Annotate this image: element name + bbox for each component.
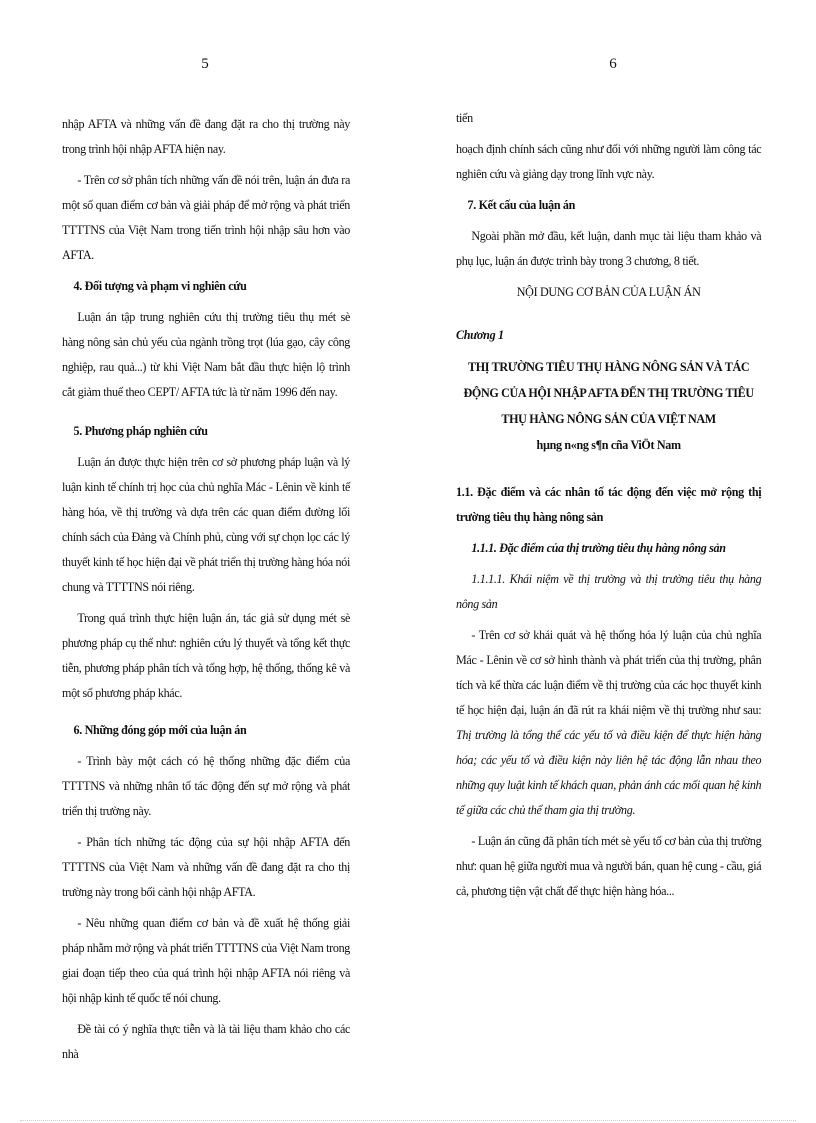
chapter-subtitle: hµng n«ng s¶n cña ViÖt Nam: [536, 438, 681, 452]
subsection-heading: 1.1.1. Đặc điểm của thị trường tiêu thụ hàng nông sản: [471, 541, 726, 555]
paragraph: - Luận án cũng đã phân tích mét sè yếu tố cơ bản của thị trường như: quan hệ giữa người mua và người bán, quan hệ cung - cầu, giá cả, phương tiện vật chất để thực hiện hàng hóa...: [456, 834, 762, 898]
paragraph: [456, 623, 761, 823]
section-heading: 1.1. Đặc điểm và các nhân tố tác động đến việc mở rộng thị trường tiêu thụ hàng nông sản: [456, 485, 762, 524]
paragraph: - Phân tích những tác động của sự hội nhập AFTA đến TTTTNS của Việt Nam và những vấn đề đang đặt ra cho thị trường này trong bối cảnh hội nhập AFTA.: [62, 835, 351, 899]
section-heading: 5. Phương pháp nghiên cứu: [73, 424, 208, 438]
section-heading: 6. Những đóng góp mới của luận án: [73, 723, 247, 737]
chapter-title: THỊ TRƯỜNG TIÊU THỤ HÀNG NÔNG SẢN VÀ TÁC ĐỘNG CỦA HỘI NHẬP AFTA ĐẾN THỊ TRƯỜNG TIÊU THỤ HÀNG NÔNG SẢN CỦA VIỆT NAM: [463, 360, 754, 426]
paragraph: - Nêu những quan điểm cơ bản và đề xuất hệ thống giải pháp nhằm mở rộng và phát triển TTTTNS của Việt Nam trong giai đoạn tiếp theo của quá trình hội nhập AFTA nói riêng và hội nhập kinh tế quốc tế nói chung.: [62, 916, 351, 1005]
page-number-left: 5: [201, 56, 209, 72]
section-heading: 4. Đối tượng và phạm vi nghiên cứu: [73, 279, 247, 293]
paragraph: Trong quá trình thực hiện luận án, tác giả sử dụng mét sè phương pháp cụ thể như: nghiên cứu lý thuyết và tổng kết thực tiễn, phương pháp phân tích và tổng hợp, hệ thống, thống kê và một số phương pháp khác.: [62, 611, 351, 700]
paragraph: Đề tài có ý nghĩa thực tiễn và là tài liệu tham khảo cho các nhà: [62, 1022, 351, 1061]
paragraph: hoạch định chính sách cũng như đối với những người làm công tác nghiên cứu và giảng dạy trong lĩnh vực này.: [456, 142, 762, 181]
paragraph: Luận án tập trung nghiên cứu thị trường tiêu thụ mét sè hàng nông sản chủ yếu của ngành trồng trọt (lúa gạo, cây công nghiệp, rau quả...) từ khi Việt Nam bắt đầu thực hiện lộ trình cắt giảm thuế theo CEPT/ AFTA tức là từ năm 1996 đến nay.: [62, 310, 351, 399]
page-bottom-rule: [20, 1120, 796, 1121]
paragraph: - Trên cơ sở phân tích những vấn đề nói trên, luận án đưa ra một số quan điểm cơ bản và giải pháp để mở rộng và phát triển TTTTNS của Việt Nam trong tiến trình hội nhập sâu hơn vào AFTA.: [62, 173, 351, 262]
section-heading: 7. Kết cấu của luận án: [467, 198, 575, 212]
paragraph: - Trình bày một cách có hệ thống những đặc điểm của TTTTNS và những nhân tố tác động đến sự mở rộng và phát triển thị trường này.: [62, 754, 351, 818]
main-heading: NỘI DUNG CƠ BẢN CỦA LUẬN ÁN: [516, 285, 701, 299]
paragraph-fragment: tiến: [456, 111, 473, 125]
paragraph: Ngoài phần mở đầu, kết luận, danh mục tài liệu tham khảo và phụ lục, luận án được trình bày trong 3 chương, 8 tiết.: [456, 229, 762, 268]
definition-text: Thị trường là tổng thể các yếu tố và điều kiện để thực hiện hàng hóa; các yếu tố và điều kiện này liên hệ tác động lẫn nhau theo những quy luật kinh tế khách quan, phản ánh các mối quan hệ kinh tế giữa các chủ thể tham gia thị trường.: [456, 728, 762, 817]
paragraph: Luận án được thực hiện trên cơ sở phương pháp luận và lý luận kinh tế chính trị học của chủ nghĩa Mác - Lênin về kinh tế hàng hóa, về thị trường và dựa trên các quan điểm đường lối chính sách của Đảng và Chính phủ, cùng với sự chọn lọc các lý thuyết kinh tế học hiện đại về phát triển thị trường hàng hóa nói chung và TTTTNS nói riêng.: [62, 455, 351, 594]
chapter-number: Chương 1: [456, 328, 504, 342]
paragraph: nhập AFTA và những vấn đề đang đặt ra cho thị trường này trong trình hội nhập AFTA hiện nay.: [62, 117, 350, 156]
page-number-right: 6: [609, 56, 617, 72]
subsubsection-heading: 1.1.1.1. Khái niệm về thị trường và thị trường tiêu thụ hàng nông sản: [456, 572, 762, 611]
left-column: [62, 112, 350, 1073]
paragraph-text: - Trên cơ sở khái quát và hệ thống hóa lý luận của chủ nghĩa Mác - Lênin về cơ sở hình thành và phát triển của thị trường, phân tích và kế thừa các luận điểm về thị trường của các học thuyết kinh tế học hiện đại, luận án đã rút ra khái niệm về thị trường như sau:: [456, 628, 762, 717]
right-column: [456, 106, 761, 910]
